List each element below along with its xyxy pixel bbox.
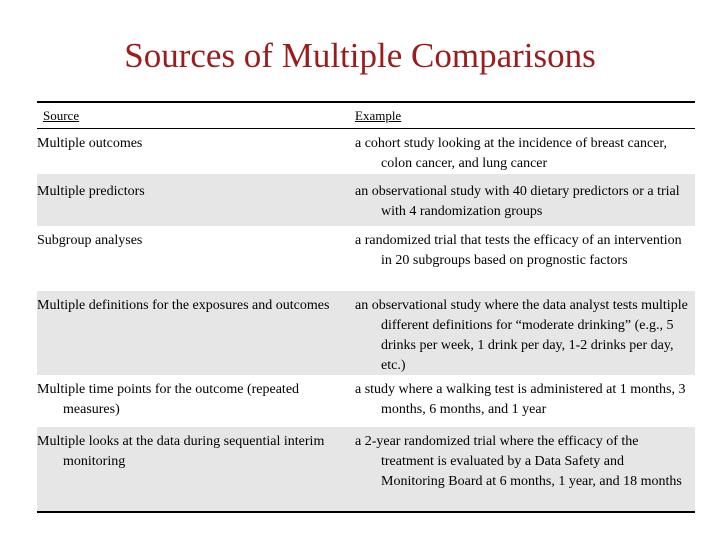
example-cell: an observational study where the data analyst tests multiple different definitions for “moderate drinking” (e.g., 5 drinks per week, 1 drink per day, 1-2 drinks per day, etc.) [355, 298, 688, 373]
source-cell: Multiple definitions for the exposures and outcomes [37, 298, 330, 313]
table-row [37, 291, 695, 375]
example-cell: a 2-year randomized trial where the efficacy of the treatment is evaluated by a Data Safety and Monitoring Board at 6 months, 1 year, and 18 months [355, 434, 682, 489]
table-row [37, 129, 695, 174]
example-cell: a randomized trial that tests the efficacy of an intervention in 20 subgroups based on prognostic factors [355, 233, 682, 268]
slide-title: Sources of Multiple Comparisons [124, 36, 596, 75]
comparisons-table [37, 101, 695, 513]
table-row [37, 427, 695, 511]
table-row [37, 174, 695, 226]
source-cell: Multiple time points for the outcome (repeated measures) [37, 382, 300, 417]
source-cell: Multiple predictors [37, 184, 145, 199]
source-cell: Multiple looks at the data during sequential interim monitoring [37, 434, 325, 469]
header-source: Source [43, 108, 80, 123]
example-cell: a cohort study looking at the incidence of breast cancer, colon cancer, and lung cancer [355, 136, 667, 171]
table-row [37, 226, 695, 291]
example-cell: a study where a walking test is administered at 1 months, 3 months, 6 months, and 1 year [355, 382, 686, 417]
example-cell: an observational study with 40 dietary predictors or a trial with 4 randomization groups [355, 184, 680, 219]
source-cell: Subgroup analyses [37, 233, 143, 248]
header-example: Example [355, 108, 402, 123]
source-cell: Multiple outcomes [37, 136, 143, 151]
table-row [37, 375, 695, 427]
table-header-row [37, 103, 695, 129]
